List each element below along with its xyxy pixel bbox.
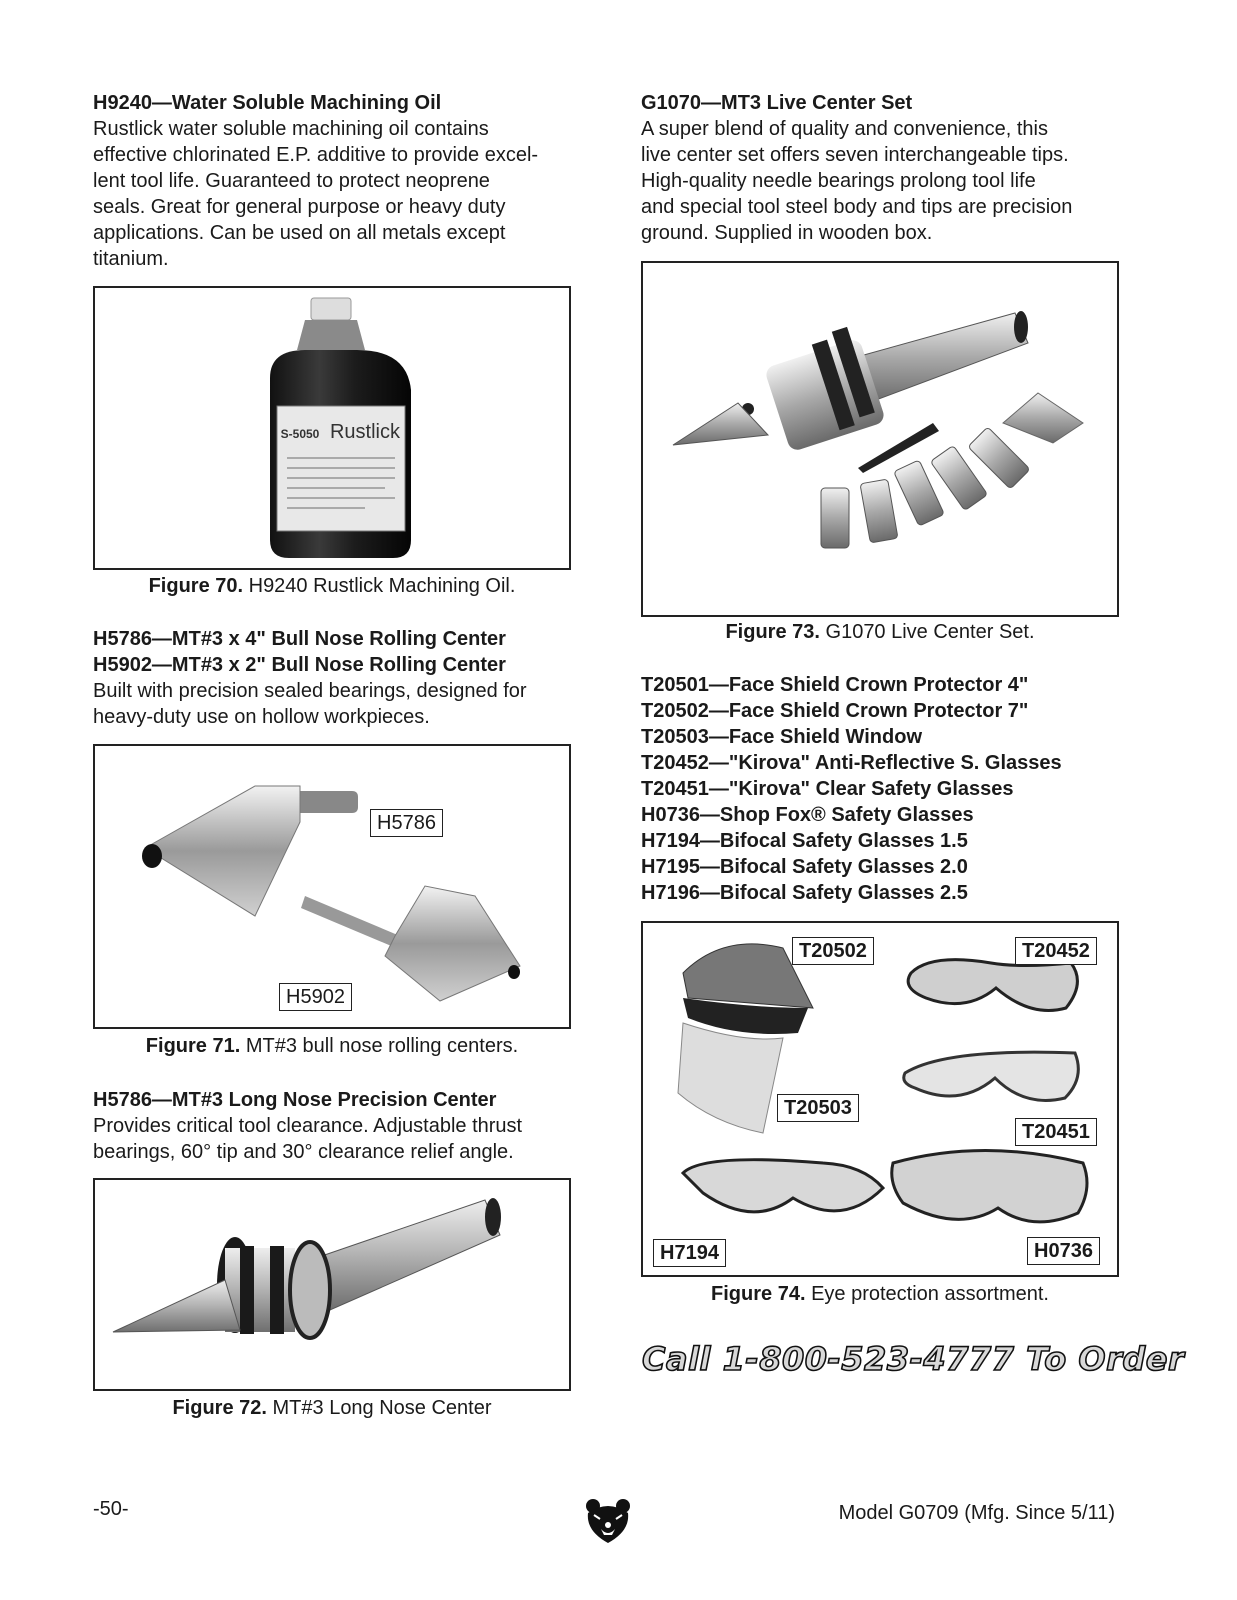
figure-74-caption bbox=[641, 1283, 1119, 1306]
label-h5902: H5902 bbox=[279, 983, 352, 1011]
safety-item: H0736—Shop Fox® Safety Glasses bbox=[641, 804, 974, 826]
bull-title-1: H5786—MT#3 x 4" Bull Nose Rolling Center bbox=[93, 628, 506, 650]
figure-73-number: Figure 73. bbox=[725, 621, 820, 643]
figure-70-box bbox=[93, 286, 571, 570]
longnose-line-2: bearings, 60° tip and 30° clearance relief angle. bbox=[93, 1141, 514, 1163]
bear-head-icon bbox=[584, 1497, 632, 1545]
jug-brand-text: Rustlick bbox=[329, 421, 401, 443]
safety-item: H7195—Bifocal Safety Glasses 2.0 bbox=[641, 856, 968, 878]
figure-70-caption bbox=[93, 575, 571, 598]
longnose-title: H5786—MT#3 Long Nose Precision Center bbox=[93, 1089, 497, 1111]
figure-71-text: MT#3 bull nose rolling centers. bbox=[240, 1035, 519, 1057]
live-line-4: and special tool steel body and tips are precision bbox=[641, 196, 1073, 218]
figure-74-box bbox=[641, 921, 1119, 1277]
live-line-5: ground. Supplied in wooden box. bbox=[641, 222, 933, 244]
figure-73-text: G1070 Live Center Set. bbox=[819, 621, 1035, 643]
call-to-order-banner: Call 1-800-523-4777 To Order bbox=[642, 1340, 1185, 1378]
safety-item: T20501—Face Shield Crown Protector 4" bbox=[641, 674, 1029, 696]
oil-title: H9240—Water Soluble Machining Oil bbox=[93, 92, 442, 114]
long-nose-section bbox=[93, 1087, 571, 1165]
live-title: G1070—MT3 Live Center Set bbox=[641, 92, 913, 114]
safety-item: H7194—Bifocal Safety Glasses 1.5 bbox=[641, 830, 968, 852]
oil-line-6: titanium. bbox=[93, 248, 169, 270]
safety-item: T20503—Face Shield Window bbox=[641, 726, 923, 748]
safety-item: H7196—Bifocal Safety Glasses 2.5 bbox=[641, 882, 968, 904]
eye-protection-image bbox=[643, 923, 1117, 1275]
figure-72-box bbox=[93, 1178, 571, 1391]
bull-line-1: Built with precision sealed bearings, designed for bbox=[93, 680, 527, 702]
figure-72-caption bbox=[93, 1397, 571, 1420]
longnose-line-1: Provides critical tool clearance. Adjustable thrust bbox=[93, 1115, 523, 1137]
label-t20451: T20451 bbox=[1015, 1118, 1097, 1146]
label-h0736: H0736 bbox=[1027, 1237, 1100, 1265]
label-t20503: T20503 bbox=[777, 1094, 859, 1122]
figure-72-number: Figure 72. bbox=[172, 1397, 267, 1419]
figure-74-number: Figure 74. bbox=[711, 1283, 806, 1305]
safety-item: T20451—"Kirova" Clear Safety Glasses bbox=[641, 778, 1014, 800]
long-nose-center-image bbox=[95, 1180, 569, 1389]
figure-73-caption bbox=[641, 621, 1119, 644]
live-line-2: live center set offers seven interchangeable tips. bbox=[641, 144, 1069, 166]
figure-70-number: Figure 70. bbox=[148, 575, 244, 597]
label-h7194: H7194 bbox=[653, 1239, 726, 1267]
oil-line-4: seals. Great for general purpose or heavy duty bbox=[93, 196, 506, 218]
bull-nose-section bbox=[93, 626, 571, 730]
bull-line-2: heavy-duty use on hollow workpieces. bbox=[93, 706, 430, 728]
live-center-set-image bbox=[643, 263, 1117, 615]
oil-line-2: effective chlorinated E.P. additive to provide excel- bbox=[93, 144, 539, 166]
oil-line-5: applications. Can be used on all metals except bbox=[93, 222, 506, 244]
bull-title-2: H5902—MT#3 x 2" Bull Nose Rolling Center bbox=[93, 654, 506, 676]
figure-71-caption bbox=[93, 1035, 571, 1058]
jug-code-text: S-5050 bbox=[280, 427, 320, 441]
label-h5786: H5786 bbox=[370, 809, 443, 837]
oil-line-1: Rustlick water soluble machining oil contains bbox=[93, 118, 489, 140]
oil-jug-image bbox=[95, 288, 569, 568]
label-t20452: T20452 bbox=[1015, 937, 1097, 965]
label-t20502: T20502 bbox=[792, 937, 874, 965]
oil-section bbox=[93, 90, 571, 272]
safety-item: T20502—Face Shield Crown Protector 7" bbox=[641, 700, 1029, 722]
figure-71-box bbox=[93, 744, 571, 1029]
figure-71-number: Figure 71. bbox=[145, 1035, 241, 1057]
live-center-section bbox=[641, 90, 1119, 246]
page-number: -50- bbox=[93, 1498, 129, 1520]
figure-74-text: Eye protection assortment. bbox=[805, 1283, 1049, 1305]
live-line-3: High-quality needle bearings prolong tool life bbox=[641, 170, 1036, 192]
figure-73-box bbox=[641, 261, 1119, 617]
model-info: Model G0709 (Mfg. Since 5/11) bbox=[838, 1502, 1115, 1524]
safety-list bbox=[641, 672, 1131, 906]
safety-item: T20452—"Kirova" Anti-Reflective S. Glasses bbox=[641, 752, 1062, 774]
figure-70-text: H9240 Rustlick Machining Oil. bbox=[243, 575, 516, 597]
figure-72-text: MT#3 Long Nose Center bbox=[266, 1397, 492, 1419]
oil-line-3: lent tool life. Guaranteed to protect neoprene bbox=[93, 170, 490, 192]
live-line-1: A super blend of quality and convenience, this bbox=[641, 118, 1048, 140]
